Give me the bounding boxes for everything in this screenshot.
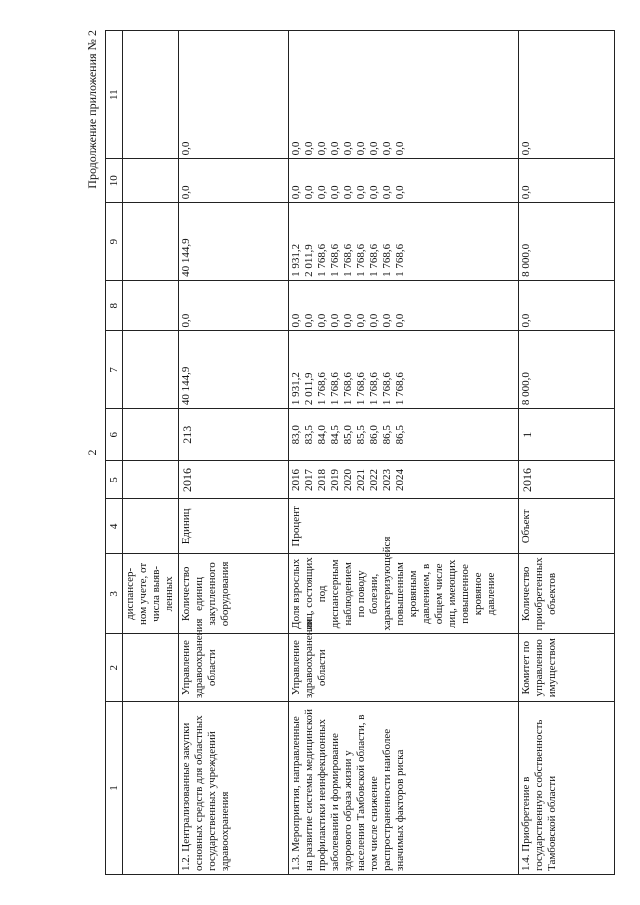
col7-cell (289, 331, 519, 409)
value: 213 (180, 425, 194, 444)
amount: 0,0 (315, 313, 328, 328)
text-line: ленных (162, 576, 175, 612)
amount: 1 931,2 (290, 372, 302, 406)
unit-cell: Процент (289, 499, 519, 554)
column-number: 11 (106, 31, 123, 159)
value-cell (179, 409, 289, 461)
amount: 1 768,6 (328, 372, 341, 406)
text-line (124, 557, 176, 630)
unit-cell: Единиц (179, 499, 289, 554)
indicator-cell: Количество единиц закупленного оборудования (179, 554, 289, 634)
amount: 40 144,9 (180, 238, 192, 277)
amount: 0,0 (354, 185, 367, 200)
amount (520, 284, 533, 328)
executor-cell: Комитет по управлению имуществом (519, 634, 615, 702)
amount (290, 284, 407, 328)
year: 2017 (302, 468, 315, 491)
amount: 1 768,6 (328, 243, 341, 277)
column-number: 4 (106, 499, 123, 554)
column-number: 6 (106, 409, 123, 461)
amount (290, 206, 407, 277)
amount (520, 34, 533, 155)
year-cell (289, 461, 519, 499)
amount: 1 768,6 (354, 372, 367, 406)
year (520, 464, 534, 495)
year: 2016 (180, 467, 194, 492)
value: 83,5 (302, 425, 315, 445)
year: 2023 (380, 468, 393, 491)
col9-cell (519, 203, 615, 281)
col7-cell (519, 331, 615, 409)
column-numbers-row (106, 31, 123, 875)
amount: 0,0 (520, 141, 532, 156)
amount: 0,0 (328, 141, 341, 156)
amount: 1 768,6 (341, 243, 354, 277)
amount (520, 206, 533, 277)
year: 2022 (367, 468, 380, 491)
text-line: ном учете, от (136, 562, 149, 625)
amount: 0,0 (380, 141, 393, 156)
year-cell (179, 461, 289, 499)
year: 2024 (393, 468, 406, 491)
amount: 1 768,6 (367, 372, 380, 406)
value: 85,5 (354, 425, 367, 445)
amount: 0,0 (302, 185, 315, 200)
amount (180, 335, 193, 406)
amount (520, 335, 533, 406)
year: 2019 (328, 468, 341, 491)
value: 83,0 (290, 425, 302, 445)
column-number: 3 (106, 554, 123, 634)
amount: 0,0 (520, 313, 532, 328)
amount (180, 34, 193, 155)
table-row (289, 31, 519, 875)
table-row (519, 31, 615, 875)
amount: 0,0 (180, 313, 192, 328)
year: 2020 (341, 468, 354, 491)
col8-cell (179, 280, 289, 331)
amount (290, 162, 407, 199)
event-cell: 1.4. Приобретение в государственную собственность Тамбовской области (519, 701, 615, 874)
table-row (123, 31, 179, 875)
column-number: 5 (106, 461, 123, 499)
amount: 0,0 (354, 141, 367, 156)
amount: 1 768,6 (393, 243, 406, 277)
amount: 0,0 (341, 185, 354, 200)
value: 84,0 (315, 425, 328, 445)
page-number: 2 (85, 449, 99, 456)
value (180, 412, 194, 457)
col8-cell (289, 280, 519, 331)
column-number: 2 (106, 634, 123, 702)
amount: 0,0 (302, 313, 315, 328)
amount: 1 768,6 (354, 243, 367, 277)
value: 86,5 (380, 425, 393, 445)
value: 84,5 (328, 425, 341, 445)
amount: 0,0 (393, 185, 406, 200)
value: 1 (520, 431, 534, 438)
amount: 0,0 (315, 141, 328, 156)
col8-cell (519, 280, 615, 331)
amount (290, 335, 407, 406)
column-number: 7 (106, 331, 123, 409)
amount: 1 768,6 (315, 372, 328, 406)
year (180, 464, 194, 495)
column-number: 8 (106, 280, 123, 331)
value (520, 412, 534, 457)
amount: 1 931,2 (290, 243, 302, 277)
amount: 0,0 (290, 141, 302, 156)
amount: 1 768,6 (393, 372, 406, 406)
amount: 0,0 (180, 185, 192, 200)
text-line: диспансер- (124, 567, 136, 620)
value: 86,0 (367, 425, 380, 445)
col10-cell (289, 159, 519, 203)
amount: 0,0 (367, 185, 380, 200)
value-cell (519, 409, 615, 461)
column-number: 9 (106, 203, 123, 281)
amount (520, 162, 533, 199)
indicator-cell (123, 554, 179, 634)
col10-cell (179, 159, 289, 203)
event-cell: 1.3. Мероприятия, направленные на развитие системы медицинской профилактики неинфекционных заболеваний и формирование здорового образа жизни у населения Тамбовской области, в том числе снижение распространенности наиболее значимых факторов риска (289, 701, 519, 874)
amount (180, 206, 193, 277)
amount: 0,0 (315, 185, 328, 200)
text-line: числа выяв- (149, 565, 162, 622)
amount: 0,0 (367, 141, 380, 156)
value-cell (289, 409, 519, 461)
column-number: 1 (106, 701, 123, 874)
amount: 0,0 (341, 313, 354, 328)
amount: 1 768,6 (315, 243, 328, 277)
col11-cell (289, 31, 519, 159)
indicator-cell: Доля взрослых лиц, состоящих под диспансерным наблюдением по поводу болезни, характеризующейся повышенным кровяным давлением, в общем числе лиц, имеющих повышенное кровяное давление (289, 554, 519, 634)
executor-cell: Управление здравоохранения области (289, 634, 519, 702)
amount: 0,0 (520, 185, 532, 200)
year: 2016 (520, 467, 534, 492)
value: 85,0 (341, 425, 354, 445)
year (290, 464, 407, 495)
amount: 40 144,9 (180, 366, 192, 406)
column-number: 10 (106, 159, 123, 203)
program-table (105, 30, 615, 875)
amount: 0,0 (380, 185, 393, 200)
col9-cell (289, 203, 519, 281)
continuation-label: Продолжение приложения № 2 (85, 30, 99, 189)
unit-cell: Объект (519, 499, 615, 554)
amount: 1 768,6 (380, 243, 393, 277)
amount: 8 000,0 (520, 372, 532, 406)
col7-cell (179, 331, 289, 409)
amount: 0,0 (341, 141, 354, 156)
event-cell: 1.2. Централизованные закупки основных средств для областных государственных учреждений здравоохранения (179, 701, 289, 874)
amount: 8 000,0 (520, 243, 532, 277)
col11-cell (519, 31, 615, 159)
col10-cell (519, 159, 615, 203)
amount: 0,0 (328, 185, 341, 200)
amount (180, 284, 193, 328)
amount: 0,0 (290, 185, 302, 200)
amount: 0,0 (393, 141, 406, 156)
amount: 0,0 (354, 313, 367, 328)
year: 2016 (290, 468, 302, 491)
amount: 2 011,9 (302, 244, 315, 277)
table-row (179, 31, 289, 875)
year-cell (519, 461, 615, 499)
executor-cell: Управление здравоохранения области (179, 634, 289, 702)
value: 86,5 (393, 425, 406, 445)
amount: 0,0 (380, 313, 393, 328)
amount: 1 768,6 (341, 372, 354, 406)
amount (180, 162, 193, 199)
col11-cell (179, 31, 289, 159)
value (290, 412, 407, 457)
amount: 0,0 (290, 313, 302, 328)
amount: 0,0 (367, 313, 380, 328)
amount (290, 34, 407, 155)
amount: 2 011,9 (302, 372, 315, 406)
year: 2021 (354, 468, 367, 491)
amount: 1 768,6 (367, 243, 380, 277)
col9-cell (179, 203, 289, 281)
amount: 0,0 (393, 313, 406, 328)
indicator-cell: Количество приобретенных объектов (519, 554, 615, 634)
amount: 0,0 (328, 313, 341, 328)
amount: 1 768,6 (380, 372, 393, 406)
amount: 0,0 (180, 141, 192, 156)
amount: 0,0 (302, 141, 315, 156)
year: 2018 (315, 468, 328, 491)
